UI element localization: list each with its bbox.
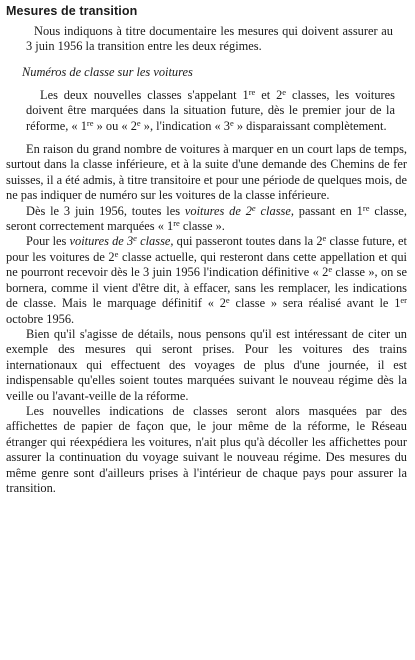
paragraph-third-class-cars: Pour les voitures de 3e classe, qui passeront toutes dans la 2e classe future, et pour les voitures de 2e classe actuelle, qui resteront dans cette appellation et qui ne pourront recevoir dès le 3 juin 1956 l'indication définitive « 2e classe », on se bornera, comme il vient d'être dit, à effacer, sans les remplacer, les indications de classe. Mais le marquage définitif « 2e classe » sera réalisé avant le 1er octobre 1956.	[6, 233, 408, 326]
section-title: Mesures de transition	[6, 4, 138, 18]
paragraph-paper-labels: Les nouvelles indications de classes seront alors masquées par des affichettes de papier de façon que, le jour même de la réforme, le Réseau étranger qui réexpédiera les voitures, n'ait plus qu'à décoller les affichettes pour assurer la continuation du voyage suivant le nouveau régime. Des mesures du même genre sont d'ailleurs prises à l'intérieur de chaque pays pour assurer la transition.	[6, 403, 407, 495]
intro-paragraph: Nous indiquons à titre documentaire les mesures qui doivent assurer au 3 juin 1956 la transition entre les deux régimes.	[26, 24, 393, 54]
paragraph-transitional-admission: En raison du grand nombre de voitures à marquer en un court laps de temps, surtout dans la classe inférieure, et à la suite d'une demande des Chemins de fer suisses, il a été admis, à titre transitoire et pour une période de quelques mois, de ne pas indiquer de numéro sur les voitures de la classe inférieure.	[6, 142, 407, 203]
paragraph-class-numbers: Les deux nouvelles classes s'appelant 1re et 2e classes, les voitures doivent être marquées dans la situation future, dès le premier jour de la réforme, « 1re » ou « 2e », l'indication « 3e » disparaissant complètement.	[26, 86, 396, 133]
subsection-title: Numéros de classe sur les voitures	[22, 64, 193, 79]
paragraph-international-trains: Bien qu'il s'agisse de détails, nous pensons qu'il est intéressant de citer un exemple des mesures qui seront prises. Pour les voitures des trains internationaux qui effectuent des voyages de plus d'une journée, il est indispensable qu'elles soient toutes marquées suivant le nouveau régime dès la veille ou l'avant-veille de la réforme.	[6, 326, 407, 403]
paragraph-second-class-cars: Dès le 3 juin 1956, toutes les voitures de 2e classe, passant en 1re classe, seront correctement marquées « 1re classe ».	[6, 202, 408, 234]
